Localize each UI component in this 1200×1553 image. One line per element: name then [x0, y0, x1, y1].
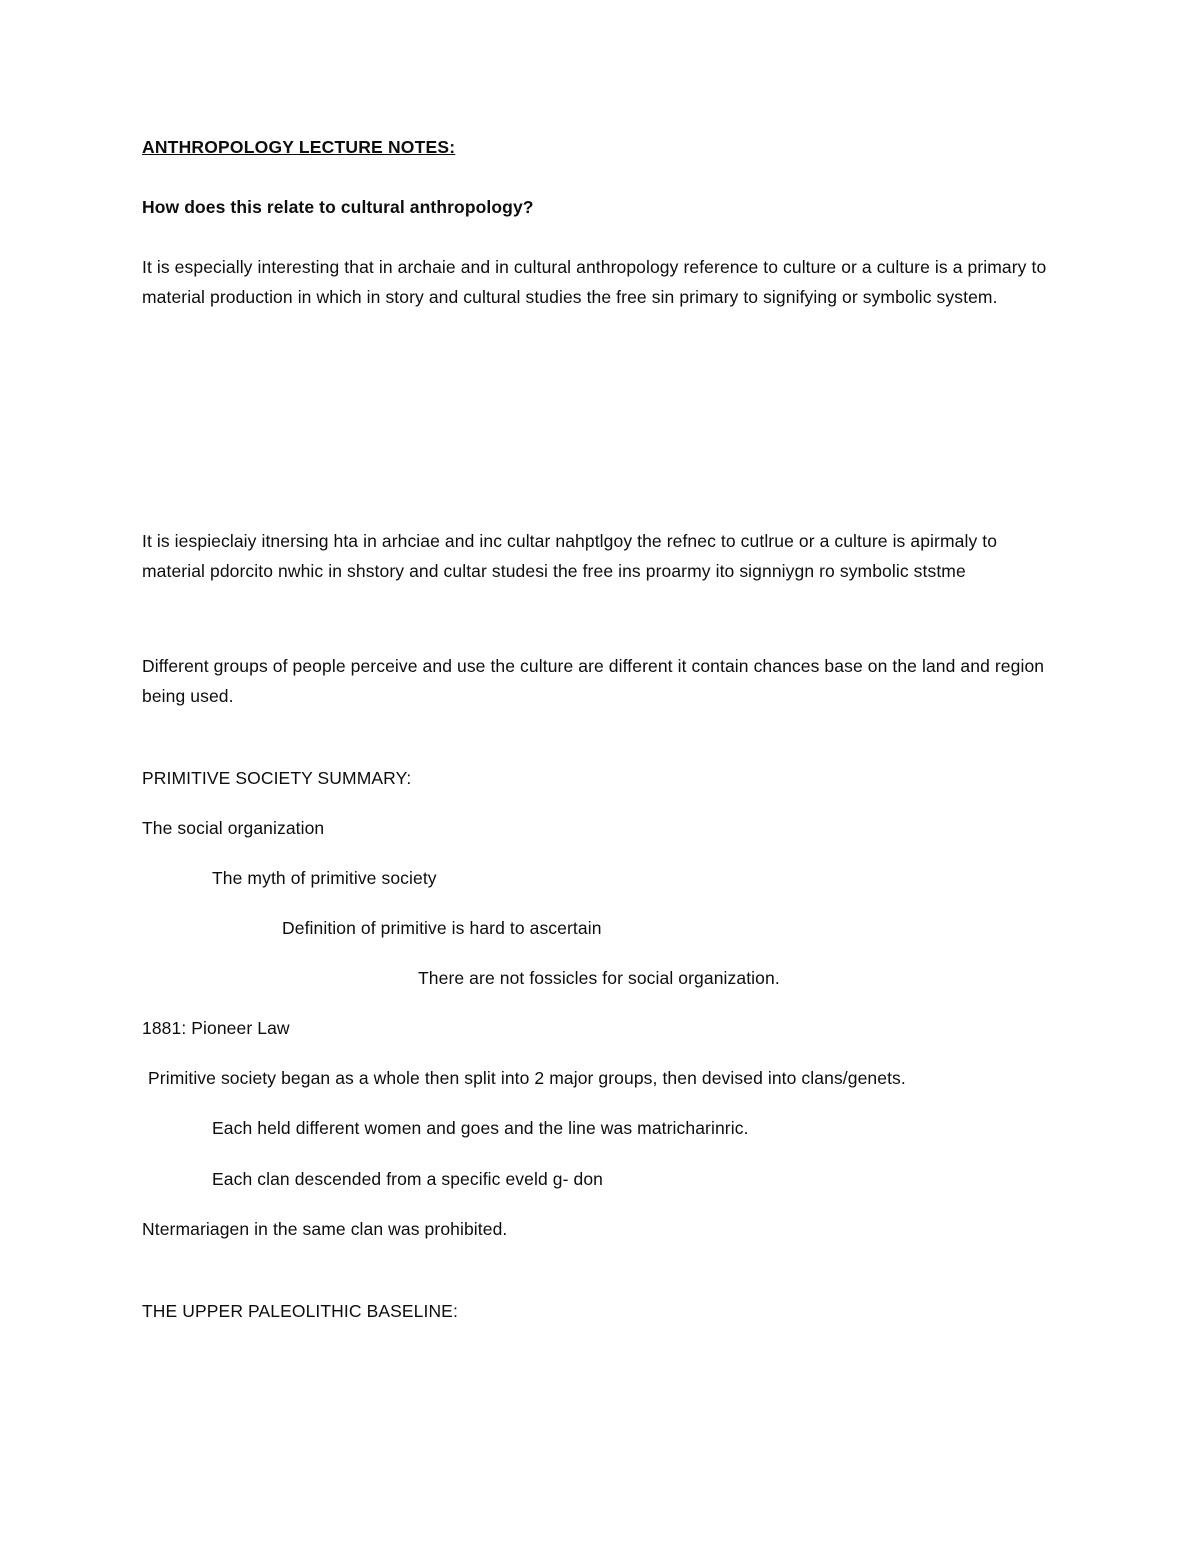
paragraph-intro: It is especially interesting that in archaie and in cultural anthropology reference to culture or a culture is a primary to material production in which in story and cultural studies the free sin primary to signifying or symbolic system. — [142, 257, 1047, 308]
spacer-large — [142, 312, 1060, 526]
spacer — [142, 1244, 1060, 1296]
pioneer-law-heading: 1881: Pioneer Law — [142, 1018, 290, 1039]
outline-item-social-organization: The social organization — [142, 817, 325, 838]
pioneer-law-intro: Primitive society began as a whole then split into 2 major groups, then devised into clans/genets. — [148, 1068, 906, 1089]
spacer — [142, 893, 1060, 913]
spacer — [142, 843, 1060, 863]
intermarriage-line: Ntermariagen in the same clan was prohibited. — [142, 1218, 508, 1239]
pioneer-point-women-matrilineal: Each held different women and goes and the line was matricharinric. — [212, 1118, 749, 1139]
outline-item-no-fossicles: There are not fossicles for social organization. — [418, 968, 780, 989]
spacer — [142, 943, 1060, 963]
spacer — [142, 1043, 1060, 1063]
document-body — [142, 132, 1060, 1326]
section-heading-primitive-society: PRIMITIVE SOCIETY SUMMARY: — [142, 767, 412, 788]
section-heading-upper-paleolithic: THE UPPER PALEOLITHIC BASELINE: — [142, 1300, 458, 1321]
paragraph-scrambled: It is iespieclaiy itnersing hta in arhciae and inc cultar nahptlgoy the refnec to cutlrue or a culture is apirmaly to material pdorcito nwhic in shstory and cultar studesi the free ins proarmy ito signniygn ro symbolic ststme — [142, 531, 998, 582]
spacer — [142, 1194, 1060, 1214]
spacer — [142, 793, 1060, 813]
outline-item-myth-of-primitive-society: The myth of primitive society — [212, 867, 437, 888]
spacer — [142, 1093, 1060, 1113]
spacer — [142, 993, 1060, 1013]
pioneer-point-clan-descent: Each clan descended from a specific eveld g- don — [212, 1168, 603, 1189]
heading-question: How does this relate to cultural anthropology? — [142, 197, 534, 218]
paragraph-groups: Different groups of people perceive and use the culture are different it contain chances base on the land and region being used. — [142, 655, 1045, 706]
spacer — [142, 711, 1060, 763]
spacer — [142, 162, 1060, 192]
spacer — [142, 222, 1060, 252]
document-title: ANTHROPOLOGY LECTURE NOTES: — [142, 137, 456, 157]
spacer — [142, 1144, 1060, 1164]
spacer — [142, 587, 1060, 651]
outline-item-definition-of-primitive: Definition of primitive is hard to ascertain — [282, 918, 602, 939]
